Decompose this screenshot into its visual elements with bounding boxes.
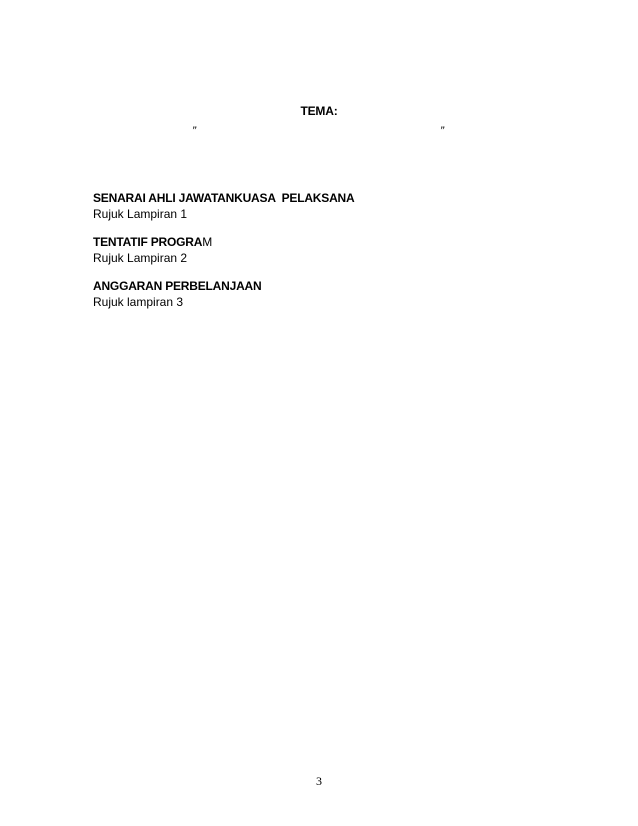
section-committee — [93, 190, 354, 222]
section-reference: Rujuk Lampiran 1 — [93, 207, 188, 221]
section-budget — [93, 278, 261, 310]
section-heading-text: SENARAI AHLI JAWATANKUASA PELAKSANA — [93, 191, 355, 205]
section-heading-text: TENTATIF PROGRA — [93, 235, 203, 249]
section-tentative-program — [93, 234, 212, 266]
section-heading — [93, 234, 212, 250]
closing-quote-mark: ” — [440, 124, 444, 138]
page-number: 3 — [316, 774, 322, 788]
section-heading — [93, 190, 354, 206]
section-heading — [93, 278, 261, 294]
section-heading-text: ANGGARAN PERBELANJAAN — [93, 279, 262, 293]
tema-heading: TEMA: — [300, 104, 338, 118]
section-reference: Rujuk Lampiran 2 — [93, 251, 188, 265]
opening-quote-mark: ” — [192, 124, 196, 138]
section-heading-tail: M — [202, 235, 213, 249]
section-reference: Rujuk lampiran 3 — [93, 295, 184, 309]
